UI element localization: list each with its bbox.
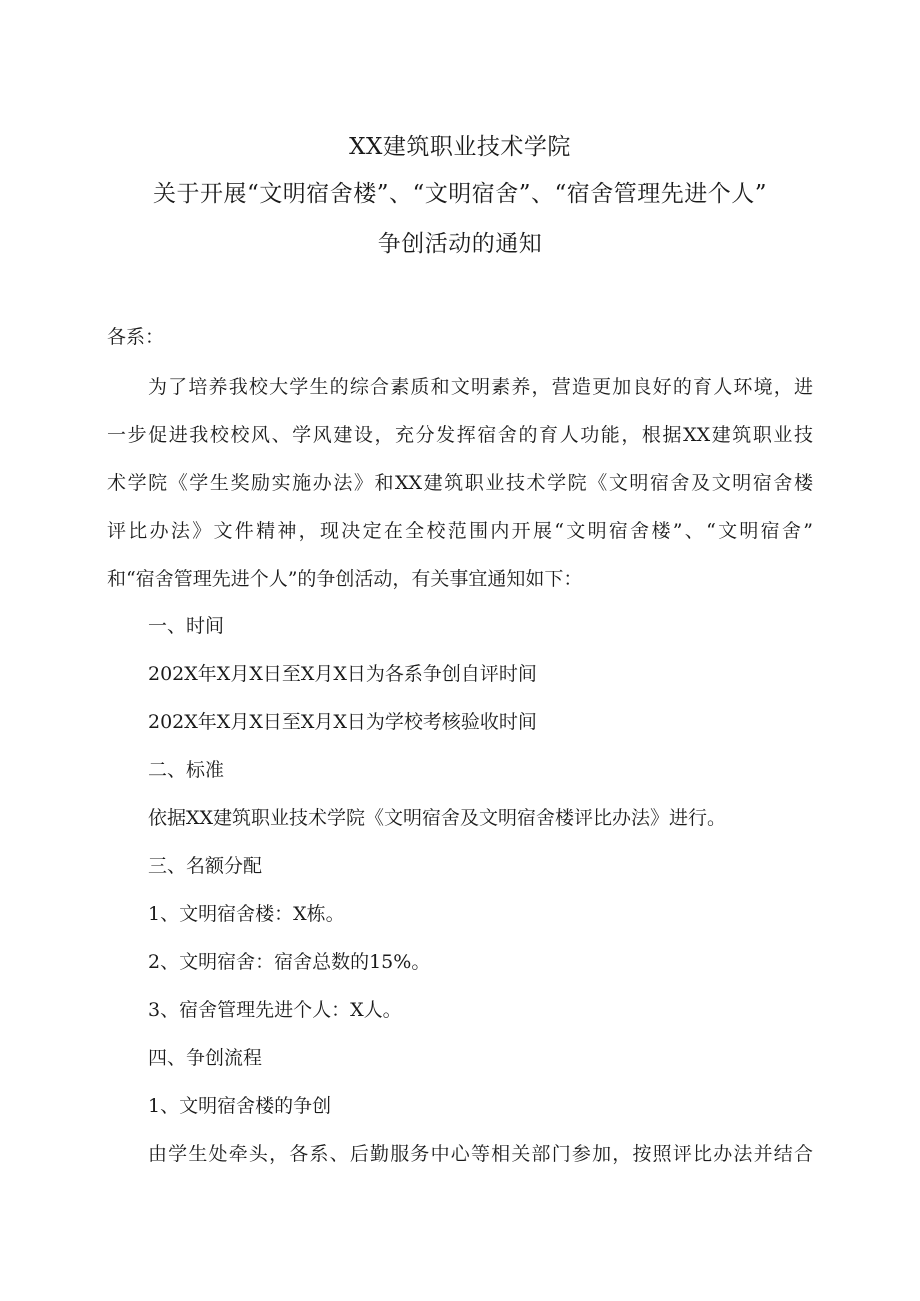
title-line-1: XX建筑职业技术学院 — [349, 134, 571, 160]
section-2-heading: 二、标准 — [148, 759, 225, 781]
salutation: 各系： — [107, 326, 165, 348]
section-1-heading: 一、时间 — [148, 615, 225, 637]
section-4-text: 由学生处牵头，各系、后勤服务中心等相关部门参加，按照评比办法并结合 — [148, 1143, 813, 1165]
section-2-text: 依据XX建筑职业技术学院《文明宿舍及文明宿舍楼评比办法》进行。 — [148, 807, 727, 829]
section-3-item: 3、宿舍管理先进个人：X人。 — [148, 999, 402, 1021]
section-4-subheading: 1、文明宿舍楼的争创 — [148, 1095, 332, 1117]
intro-line: 术学院《学生奖励实施办法》和XX建筑职业技术学院《文明宿舍及文明宿舍楼 — [107, 472, 813, 494]
section-1-item: 202X年X月X日至X月X日为各系争创自评时间 — [148, 663, 537, 685]
section-3-item: 2、文明宿舍：宿舍总数的15%。 — [148, 951, 431, 973]
section-4-heading: 四、争创流程 — [148, 1047, 263, 1069]
section-3-heading: 三、名额分配 — [148, 855, 263, 877]
intro-line: 一步促进我校校风、学风建设，充分发挥宿舍的育人功能，根据XX建筑职业技 — [107, 424, 813, 446]
intro-line: 和“宿舍管理先进个人”的争创活动，有关事宜通知如下： — [107, 568, 583, 590]
title-line-2: 关于开展“文明宿舍楼”、“文明宿舍”、“宿舍管理先进个人” — [152, 181, 768, 207]
intro-line: 评比办法》文件精神，现决定在全校范围内开展“文明宿舍楼”、“文明宿舍” — [107, 520, 813, 542]
title-line-3: 争创活动的通知 — [377, 231, 543, 257]
intro-line: 为了培养我校大学生的综合素质和文明素养，营造更加良好的育人环境，进 — [148, 376, 813, 398]
section-1-item: 202X年X月X日至X月X日为学校考核验收时间 — [148, 711, 537, 733]
section-3-item: 1、文明宿舍楼：X栋。 — [148, 903, 345, 925]
